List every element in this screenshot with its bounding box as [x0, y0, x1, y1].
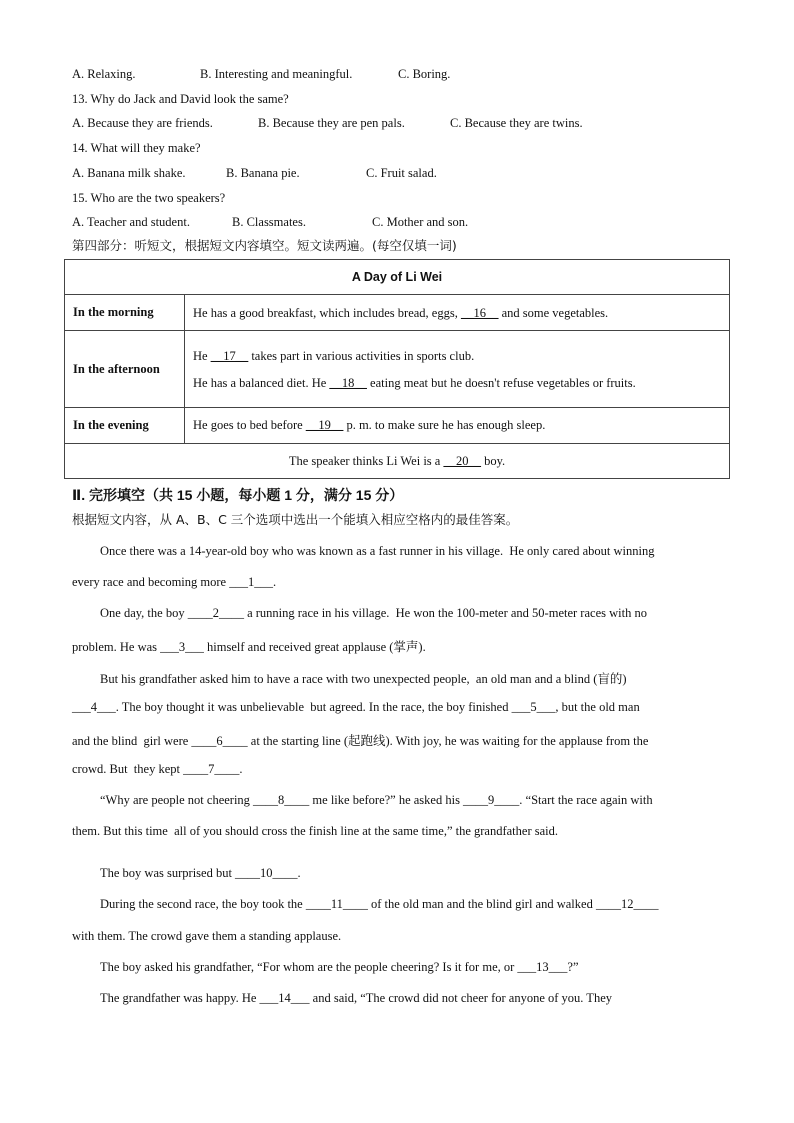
footer-pre: The speaker thinks Li Wei is a — [288, 453, 444, 468]
afternoon-1-post: takes part in various activities in sports club. — [248, 348, 475, 363]
blank-16: __16__ — [460, 305, 499, 320]
passage-line: The boy was surprised but ____10____. — [100, 866, 301, 880]
footer-post: boy. — [480, 453, 506, 468]
table-footer — [65, 444, 730, 479]
part4-instruction: 第四部分：听短文，根据短文内容填空。短文读两遍。(每空仅填一词) — [72, 238, 457, 253]
q12-option-c: C. Boring. — [398, 67, 451, 81]
passage-line: them. But this time all of you should cross the finish line at the same time,” the grandfather said. — [72, 824, 559, 838]
evening-label: In the evening — [65, 408, 185, 444]
morning-post: and some vegetables. — [498, 305, 609, 320]
passage-line: crowd. But they kept ____7____. — [72, 762, 243, 776]
q14-option-a: A. Banana milk shake. — [72, 166, 186, 180]
q13-option-b: B. Because they are pen pals. — [258, 116, 405, 130]
blank-18: __18__ — [329, 375, 367, 390]
morning-text — [185, 295, 730, 331]
table-title: A Day of Li Wei — [65, 260, 730, 295]
passage-line: “Why are people not cheering ____8____ me like before?” he asked his ____9____. “Start the race again with — [100, 793, 653, 807]
blank-19: __19__ — [305, 418, 344, 432]
passage-line: ___4___. The boy thought it was unbelievable but agreed. In the race, the boy finished ___5___, but the old man — [72, 700, 640, 714]
passage-line: with them. The crowd gave them a standing applause. — [72, 929, 342, 943]
evening-pre: He goes to bed before — [193, 418, 306, 432]
morning-pre: He has a good breakfast, which includes bread, eggs, — [193, 305, 461, 320]
q15-option-a: A. Teacher and student. — [72, 215, 190, 229]
passage-line: But his grandfather asked him to have a race with two unexpected people, an old man and a blind (盲的) — [100, 672, 627, 686]
evening-text — [185, 408, 730, 444]
li-wei-table — [64, 259, 730, 479]
blank-17: __17__ — [210, 348, 249, 363]
morning-label: In the morning — [65, 295, 185, 331]
passage-line: problem. He was ___3___ himself and received great applause (掌声). — [72, 640, 426, 654]
section2-instruction: 根据短文内容，从 A、B、C 三个选项中选出一个能填入相应空格内的最佳答案。 — [72, 512, 519, 527]
afternoon-2-post: eating meat but he doesn't refuse vegetables or fruits. — [366, 375, 636, 390]
passage-line: One day, the boy ____2____ a running race in his village. He won the 100-meter and 50-meter races with no — [100, 606, 647, 620]
q15-option-c: C. Mother and son. — [372, 215, 469, 229]
q13-question: 13. Why do Jack and David look the same? — [72, 92, 289, 106]
afternoon-1-pre: He — [193, 348, 211, 363]
passage-line: During the second race, the boy took the ____11____ of the old man and the blind girl and walked ____12____ — [100, 897, 659, 911]
q12-option-b: B. Interesting and meaningful. — [200, 67, 353, 81]
passage-line: Once there was a 14-year-old boy who was known as a fast runner in his village. He only cared about winning — [100, 544, 655, 558]
q15-question: 15. Who are the two speakers? — [72, 191, 226, 205]
passage-line: The grandfather was happy. He ___14___ and said, “The crowd did not cheer for anyone of you. They — [100, 991, 612, 1005]
q13-option-c: C. Because they are twins. — [450, 116, 583, 130]
passage-line: The boy asked his grandfather, “For whom are the people cheering? Is it for me, or ___13___?” — [100, 960, 579, 974]
q12-option-a: A. Relaxing. — [72, 67, 136, 81]
blank-20: __20__ — [443, 453, 481, 468]
afternoon-line-2 — [193, 375, 721, 391]
q14-option-b: B. Banana pie. — [226, 166, 300, 180]
passage-line: every race and becoming more ___1___. — [72, 575, 277, 589]
section2-heading: Ⅱ. 完形填空（共 15 小题，每小题 1 分，满分 15 分） — [72, 487, 404, 503]
afternoon-line-1 — [193, 348, 721, 364]
afternoon-text — [185, 331, 730, 408]
afternoon-label: In the afternoon — [65, 331, 185, 408]
q15-option-b: B. Classmates. — [232, 215, 306, 229]
evening-post: p. m. to make sure he has enough sleep. — [343, 418, 546, 432]
q14-option-c: C. Fruit salad. — [366, 166, 437, 180]
q14-question: 14. What will they make? — [72, 141, 201, 155]
q13-option-a: A. Because they are friends. — [72, 116, 213, 130]
afternoon-2-pre: He has a balanced diet. He — [193, 375, 330, 390]
passage-line: and the blind girl were ____6____ at the starting line (起跑线). With joy, he was waiting for the applause from the — [72, 734, 649, 748]
